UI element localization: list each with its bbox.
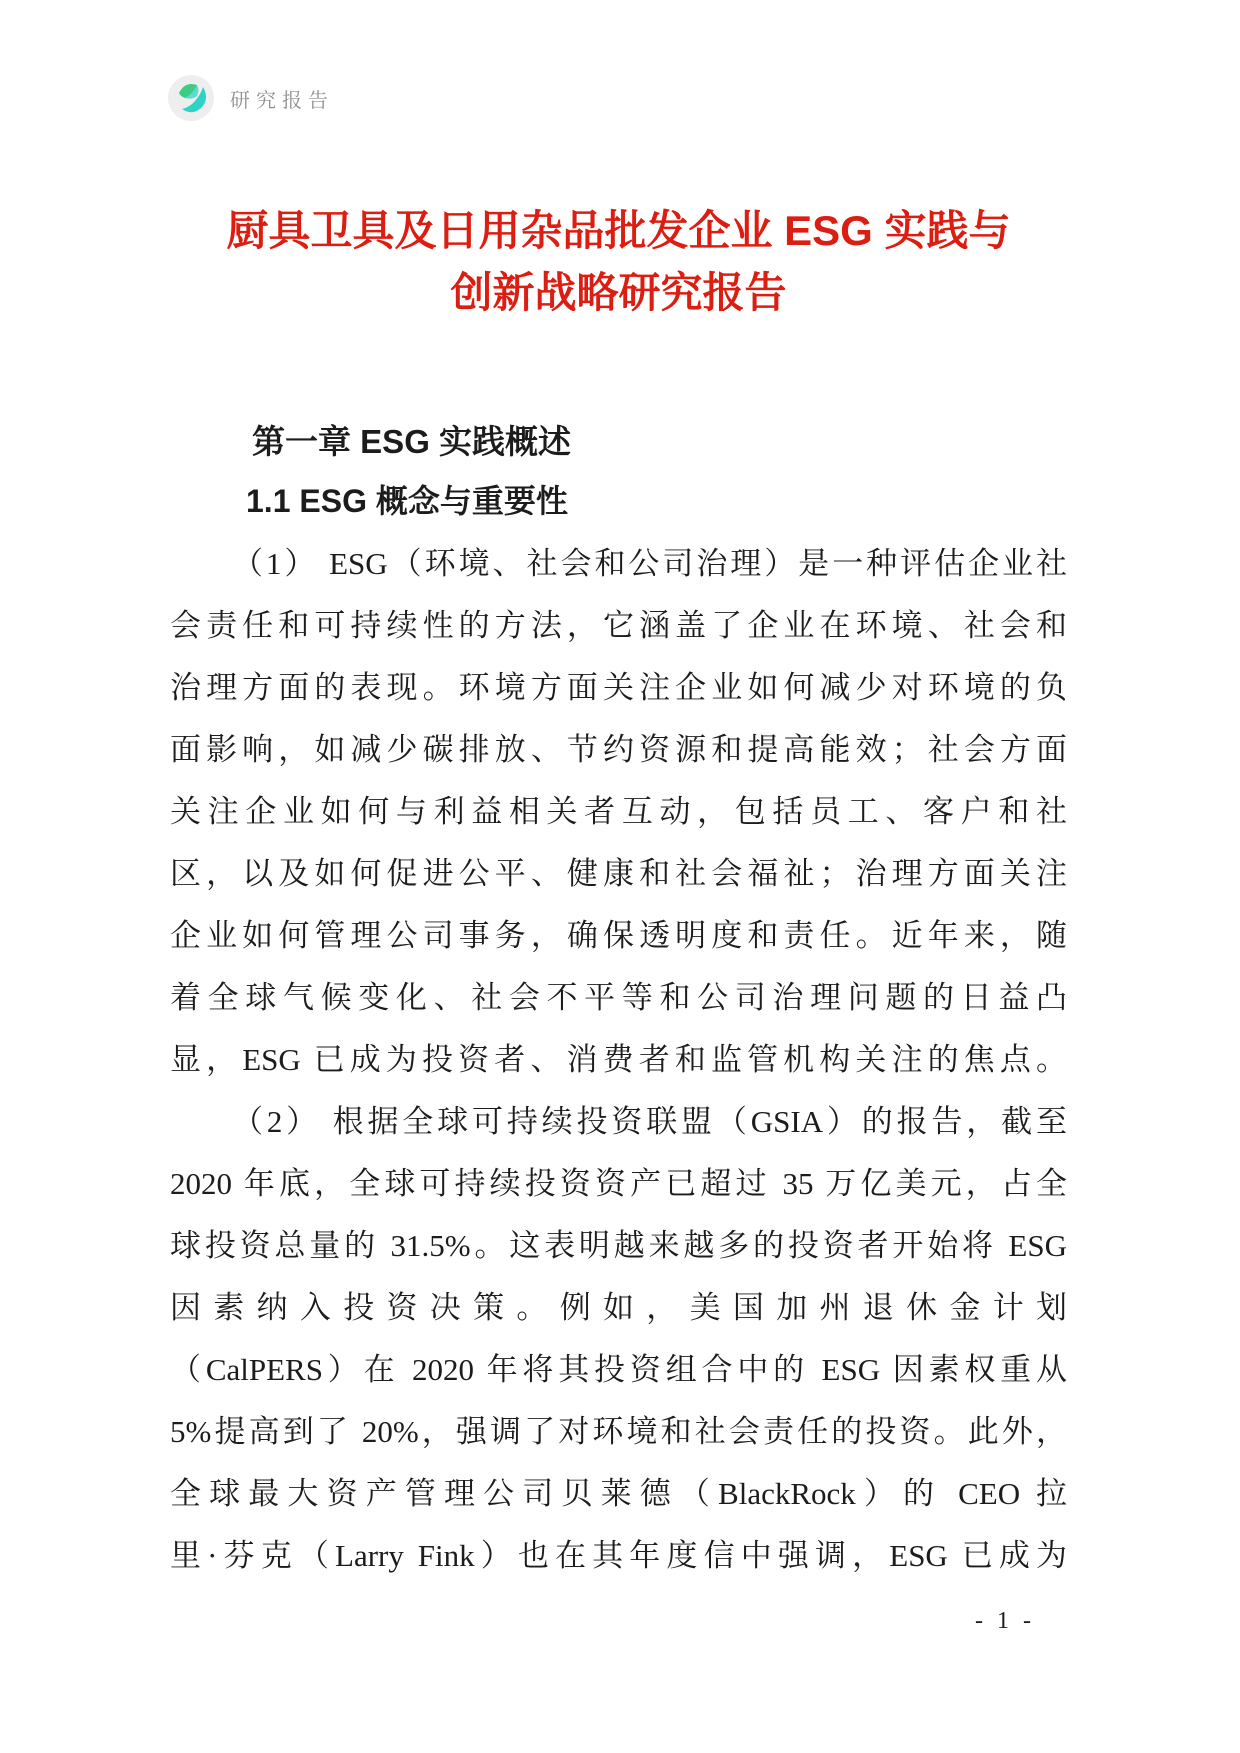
body-line: 球投资总量的 31.5%。这表明越来越多的投资者开始将 ESG xyxy=(170,1228,1067,1263)
brand-label: 研究报告 xyxy=(230,89,334,112)
chapter-heading: 第一章 ESG 实践概述 xyxy=(252,423,572,460)
body-line: 治理方面的表现。环境方面关注企业如何减少对环境的负 xyxy=(170,670,1067,705)
body-text xyxy=(170,533,1067,1587)
body-line: 区，以及如何促进公平、健康和社会福祉；治理方面关注 xyxy=(170,856,1067,891)
body-line: （2） 根据全球可持续投资联盟（GSIA）的报告，截至 xyxy=(232,1104,1067,1139)
report-title xyxy=(170,200,1067,324)
body-line: 5%提高到了 20%，强调了对环境和社会责任的投资。此外， xyxy=(170,1414,1067,1449)
page-number: - 1 - xyxy=(975,1608,1035,1634)
body-line: 面影响，如减少碳排放、节约资源和提高能效；社会方面 xyxy=(170,732,1067,767)
body-line: 企业如何管理公司事务，确保透明度和责任。近年来，随 xyxy=(170,918,1067,953)
report-title-line-1: 厨具卫具及日用杂品批发企业 ESG 实践与 xyxy=(226,207,1011,254)
brand xyxy=(167,74,334,122)
body-line: 显，ESG 已成为投资者、消费者和监管机构关注的焦点。 xyxy=(170,1042,1067,1077)
body-line: 里·芬克（Larry Fink）也在其年度信中强调，ESG 已成为 xyxy=(170,1538,1067,1573)
body-line: 2020 年底，全球可持续投资资产已超过 35 万亿美元，占全 xyxy=(170,1166,1067,1201)
report-title-line-2: 创新战略研究报告 xyxy=(450,269,787,316)
body-line: 关注企业如何与利益相关者互动，包括员工、客户和社 xyxy=(170,794,1067,829)
body-line: （1） ESG（环境、社会和公司治理）是一种评估企业社 xyxy=(232,546,1067,581)
body-line: （CalPERS）在 2020 年将其投资组合中的 ESG 因素权重从 xyxy=(170,1352,1067,1387)
body-line: 会责任和可持续性的方法，它涵盖了企业在环境、社会和 xyxy=(170,608,1067,643)
paragraph-2 xyxy=(170,1091,1067,1587)
body-line: 全球最大资产管理公司贝莱德（BlackRock）的 CEO 拉 xyxy=(170,1476,1067,1511)
paragraph-1 xyxy=(170,533,1067,1091)
subsection-heading: 1.1 ESG 概念与重要性 xyxy=(246,483,568,519)
logo-icon xyxy=(167,74,215,122)
body-line: 着全球气候变化、社会不平等和公司治理问题的日益凸 xyxy=(170,980,1067,1015)
body-line: 因素纳入投资决策。例如，美国加州退休金计划 xyxy=(170,1290,1067,1325)
